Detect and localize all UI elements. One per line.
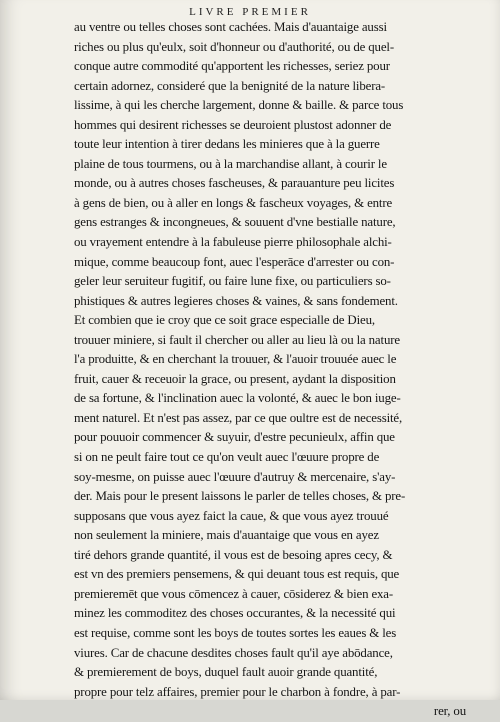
text-line: toute leur intention à tirer dedans les minieres que à la guerre: [74, 137, 380, 152]
text-line: gens estranges & incongneues, & souuent d'vne bestialle nature,: [74, 215, 396, 230]
text-line: soy-mesme, on puisse auec l'œuure d'autruy & mercenaire, s'ay-: [74, 469, 396, 484]
text-line: mique, comme beaucoup font, auec l'esperāce d'arrester ou con-: [74, 254, 395, 269]
text-line: lissime, à qui les cherche largement, donne & baille. & parce tous: [74, 98, 404, 113]
text-line: der. Mais pour le present laissons le parler de telles choses, & pre-: [74, 489, 406, 504]
text-line: Et combien que ie croy que ce soit grace especialle de Dieu,: [74, 313, 375, 328]
text-line: supposans que vous ayez faict la caue, & que vous ayez trouué: [74, 508, 389, 523]
text-line: ou vrayement entendre à la fabuleuse pierre philosophale alchi-: [74, 235, 392, 250]
text-line: au ventre ou telles choses sont cachées. Mais d'auantaige aussi: [74, 20, 387, 34]
running-head: LIVRE PREMIER: [189, 6, 311, 18]
text-line: à gens de bien, ou à aller en longs & fascheux voyages, & entre: [74, 195, 393, 210]
text-line: fruit, cauer & receuoir la grace, ou present, aydant la disposition: [74, 371, 396, 386]
body-text: [74, 18, 472, 722]
text-line: propre pour telz affaires, premier pour le charbon à fondre, à par-: [74, 684, 401, 699]
text-line: pour pouuoir commencer & suyuir, d'estre pecunieulx, affin que: [74, 430, 395, 445]
text-line: & premierement de boys, duquel fault auoir grande quantité,: [74, 665, 378, 680]
text-line: certain adornez, consideré que la benignité de la nature libera-: [74, 78, 386, 93]
text-line: l'a produitte, & en cherchant la trouuer, & l'auoir trouuée auec le: [74, 352, 397, 367]
text-line: monde, ou à autres choses fascheuses, & parauanture peu licites: [74, 176, 395, 191]
text-line: si on ne peult faire tout ce qu'on veult auec l'œuure propre de: [74, 450, 380, 465]
text-line: ment naturel. Et n'est pas assez, par ce que oultre est de necessité,: [74, 410, 403, 425]
text-line: rer, ou: [433, 704, 466, 719]
text-line: phistiques & autres legieres choses & vaines, & sans fondement.: [74, 293, 398, 308]
text-line: viures. Car de chacune desdites choses fault qu'il aye abōdance,: [74, 645, 393, 660]
text-line: riches ou plus qu'eulx, soit d'honneur ou d'authorité, ou de quel-: [74, 39, 394, 54]
text-line: plaine de tous tourmens, ou à la marchandise allant, à courir le: [74, 156, 387, 171]
text-line: conque autre commodité qu'apportent les richesses, seriez pour: [74, 59, 390, 74]
text-line: geler leur seruiteur fugitif, ou faire lune fixe, ou particuliers so-: [74, 274, 391, 289]
text-line: hommes qui desirent richesses se deuroient plustost adonner de: [74, 117, 392, 132]
text-line: trouuer miniere, si fault il chercher ou aller au lieu là ou la nature: [74, 332, 400, 347]
text-line: de sa fortune, & l'inclination auec la volonté, & auec le bon iuge-: [74, 391, 401, 406]
text-line: est requise, comme sont les boys de toutes sortes les eaues & les: [74, 625, 397, 640]
text-line: est vn des premiers pensemens, & qui deuant tous est requis, que: [74, 567, 400, 582]
text-line: minez les commoditez des choses occurantes, & la necessité qui: [74, 606, 396, 621]
text-line: tiré dehors grande quantité, il vous est de besoing apres cecy, &: [74, 547, 393, 562]
text-line: non seulement la miniere, mais d'auantaige que vous en ayez: [74, 528, 379, 543]
text-line: premieremēt que vous cōmencez à cauer, cōsiderez & bien exa-: [74, 586, 394, 601]
